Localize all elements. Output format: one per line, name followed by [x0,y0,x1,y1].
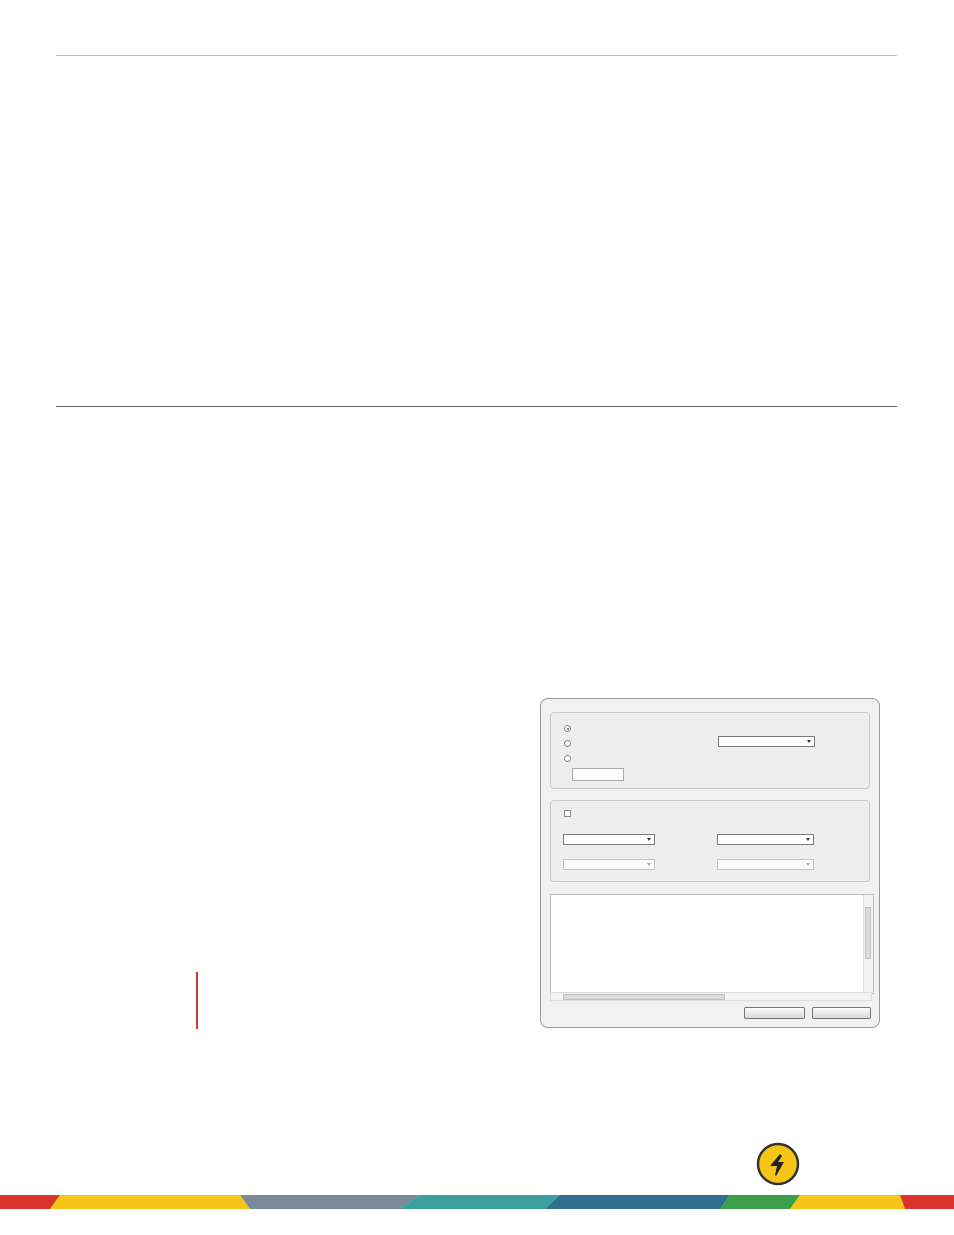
scroll-thumb[interactable] [865,907,871,959]
import-file-dialog [540,698,880,1028]
other-delimiter-radio[interactable] [564,755,571,762]
chevron-down-icon [806,838,810,841]
section-divider [56,406,897,407]
starting-row-select[interactable] [563,834,655,845]
chevron-down-icon [647,863,651,866]
contains-headers-checkbox[interactable] [564,810,571,817]
horizontal-scrollbar[interactable] [550,992,872,1001]
turning-logo-mark [756,1142,802,1186]
vertical-scrollbar[interactable] [863,895,873,993]
other-delimiter-input[interactable] [572,768,624,781]
tab-delimiter-radio[interactable] [564,740,571,747]
cancel-button[interactable] [812,1007,871,1019]
comma-delimiter-radio[interactable] [564,725,571,732]
data-group [550,800,870,882]
footer-color-stripe [0,1195,954,1209]
chevron-down-icon [806,863,810,866]
chevron-down-icon [807,740,811,743]
format-group [550,712,870,789]
chevron-down-icon [647,838,651,841]
preview-grid[interactable] [550,894,874,994]
device-id-select[interactable] [563,859,655,870]
starting-column-select[interactable] [717,834,814,845]
h-scroll-thumb[interactable] [563,994,725,1000]
header-divider [56,55,897,56]
warning-bar [196,972,198,1029]
text-qualifier-select[interactable] [718,736,815,747]
import-button[interactable] [744,1007,805,1019]
user-id-select[interactable] [717,859,814,870]
